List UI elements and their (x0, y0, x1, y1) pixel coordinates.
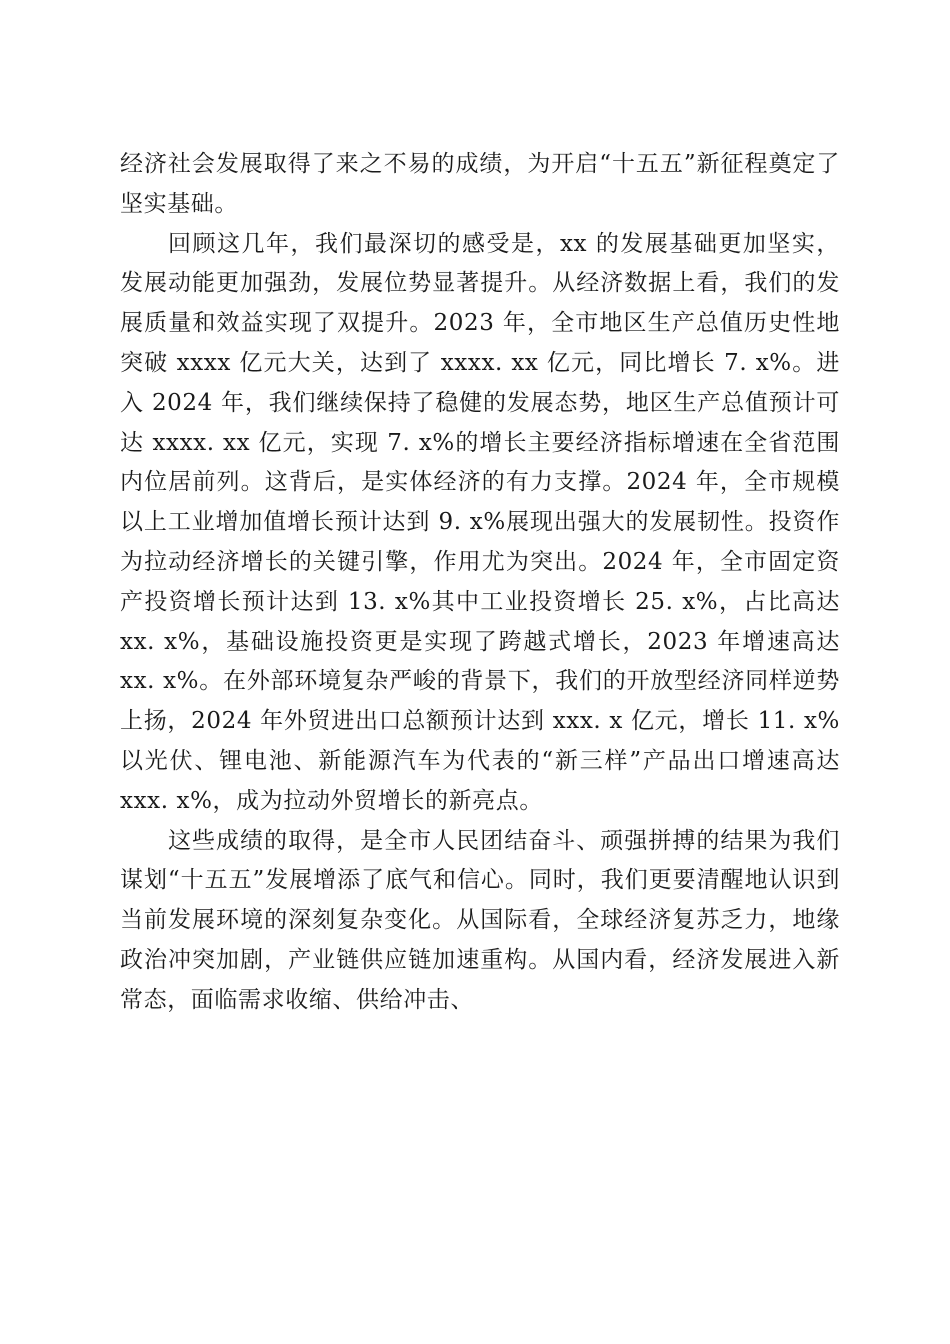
paragraph-2: 回顾这几年，我们最深切的感受是，xx 的发展基础更加坚实，发展动能更加强劲，发展位势显著提升。从经济数据上看，我们的发展质量和效益实现了双提升。2023 年，全市地区生产总值历史性地突破 xxxx 亿元大关，达到了 xxxx. xx 亿元，同比增长 7. x%。进入 2024 年，我们继续保持了稳健的发展态势，地区生产总值预计可达 xxxx. xx 亿元，实现 7. x%的增长主要经济指标增速在全省范围内位居前列。这背后，是实体经济的有力支撑。2024 年，全市规模以上工业增加值增长预计达到 9. x%展现出强大的发展韧性。投资作为拉动经济增长的关键引擎，作用尤为突出。2024 年，全市固定资产投资增长预计达到 13. x%其中工业投资增长 25. x%，占比高达 xx. x%，基础设施投资更是实现了跨越式增长，2023 年增速高达 xx. x%。在外部环境复杂严峻的背景下，我们的开放型经济同样逆势上扬，2024 年外贸进出口总额预计达到 xxx. x 亿元，增长 11. x%以光伏、锂电池、新能源汽车为代表的“新三样”产品出口增速高达 xxx. x%，成为拉动外贸增长的新亮点。 (120, 230, 840, 814)
paragraph-3: 这些成绩的取得，是全市人民团结奋斗、顽强拼搏的结果为我们谋划“十五五”发展增添了底气和信心。同时，我们更要清醒地认识到当前发展环境的深刻复杂变化。从国际看，全球经济复苏乏力，地缘政治冲突加剧，产业链供应链加速重构。从国内看，经济发展进入新常态，面临需求收缩、供给冲击、 (120, 827, 840, 1013)
document-body (120, 145, 840, 1021)
paragraph-1: 经济社会发展取得了来之不易的成绩，为开启“十五五”新征程奠定了坚实基础。 (120, 151, 840, 217)
